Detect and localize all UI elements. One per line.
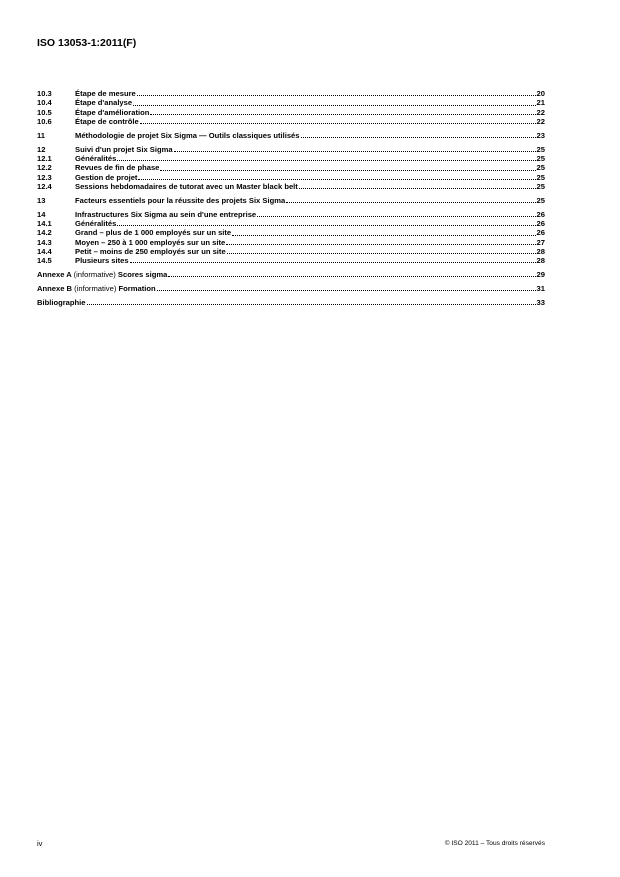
toc-entry-title: Généralités (75, 218, 117, 228)
toc-entry-page: 28 (536, 246, 545, 256)
annex-kind: (informative) (73, 270, 116, 280)
toc-leader-dots (117, 224, 535, 226)
toc-entry-number: 12.4 (37, 181, 52, 191)
toc-entry-number: 13 (37, 195, 46, 205)
toc-entry-title: Suivi d'un projet Six Sigma (75, 144, 173, 154)
annex-title: Scores sigma (117, 270, 168, 280)
annex-kind: (informative) (74, 283, 117, 293)
toc-entry-page: 31 (536, 283, 545, 293)
toc-entry-12-2[interactable] (37, 163, 545, 172)
toc-entry-14-3[interactable] (37, 238, 545, 247)
toc-entry-12-3[interactable] (37, 173, 545, 182)
toc-entry-number: 11 (37, 130, 46, 140)
toc-leader-dots (299, 187, 536, 189)
toc-entry-page: 25 (536, 153, 545, 163)
toc-leader-dots (301, 136, 536, 138)
toc-leader-dots (150, 113, 535, 115)
toc-entry-number: 14 (37, 209, 46, 219)
toc-entry-14-5[interactable] (37, 256, 545, 265)
toc-annex-b[interactable] (37, 284, 545, 293)
toc-entry-number: 10.3 (37, 89, 52, 98)
toc-entry-number: 12.3 (37, 172, 52, 182)
toc-leader-dots (140, 122, 536, 124)
toc-entry-11[interactable] (37, 131, 545, 140)
toc-entry-page: 25 (536, 144, 545, 154)
toc-entry-10-4[interactable] (37, 98, 545, 107)
toc-entry-14-4[interactable] (37, 247, 545, 256)
toc-leader-dots (160, 169, 535, 171)
toc-entry-number: 14.5 (37, 256, 52, 266)
toc-entry-number: 14.3 (37, 237, 52, 247)
toc-leader-dots (286, 201, 535, 203)
toc-entry-page: 33 (536, 297, 545, 307)
toc-entry-title: Généralités (75, 153, 117, 163)
toc-entry-number: 14.4 (37, 246, 52, 256)
toc-entry-14-2[interactable] (37, 228, 545, 237)
toc-entry-number: 10.4 (37, 98, 52, 108)
toc-entry-title: Grand – plus de 1 000 employés sur un site (75, 228, 232, 238)
toc-entry-12[interactable] (37, 145, 545, 154)
toc-leader-dots (232, 234, 535, 236)
toc-entry-10-3[interactable] (37, 89, 545, 98)
toc-entry-page: 26 (536, 209, 545, 219)
toc-entry-number: 14.1 (37, 218, 52, 228)
toc-entry-12-4[interactable] (37, 182, 545, 191)
toc-entry-number: 10.6 (37, 116, 52, 126)
toc-entry-title: Gestion de projet (75, 172, 138, 182)
toc-entry-page: 28 (536, 256, 545, 266)
toc-entry-title: Revues de fin de phase (75, 163, 160, 173)
toc-entry-10-5[interactable] (37, 108, 545, 117)
footer-copyright: © ISO 2011 – Tous droits réservés (444, 840, 545, 847)
toc-entry-title: Étape d'analyse (75, 98, 133, 108)
annex-label: Annexe A (37, 270, 72, 280)
toc-entry-number: 12.2 (37, 163, 52, 173)
toc-entry-14[interactable] (37, 210, 545, 219)
toc-leader-dots (130, 261, 536, 263)
toc-entry-number: 10.5 (37, 107, 52, 117)
toc-entry-title: Infrastructures Six Sigma au sein d'une entreprise (75, 209, 257, 219)
toc-bibliography[interactable] (37, 298, 545, 307)
toc-entry-title: Sessions hebdomadaires de tutorat avec un Master black belt (75, 181, 298, 191)
toc-entry-page: 22 (536, 107, 545, 117)
toc-leader-dots (157, 289, 536, 291)
toc-leader-dots (87, 303, 536, 305)
toc-entry-page: 26 (536, 218, 545, 228)
toc-leader-dots (227, 252, 536, 254)
toc-entry-14-1[interactable] (37, 219, 545, 228)
toc-entry-title: Étape de contrôle (75, 116, 139, 126)
toc-entry-10-6[interactable] (37, 117, 545, 126)
toc-annex-title (37, 284, 156, 293)
toc-annex-title (37, 270, 167, 279)
toc-entry-page: 20 (536, 89, 545, 98)
toc-entry-title: Méthodologie de projet Six Sigma — Outils classiques utilisés (75, 130, 300, 140)
toc-entry-page: 25 (536, 163, 545, 173)
toc-leader-dots (138, 178, 535, 180)
toc-annex-a[interactable] (37, 270, 545, 279)
toc-entry-title: Petit – moins de 250 employés sur un site (75, 246, 226, 256)
annex-label: Annexe B (37, 283, 73, 293)
toc-leader-dots (257, 215, 535, 217)
toc-entry-number: 12 (37, 144, 46, 154)
toc-leader-dots (168, 275, 535, 277)
toc-entry-title: Moyen – 250 à 1 000 employés sur un site (75, 237, 226, 247)
toc-bibliography-title: Bibliographie (37, 297, 86, 307)
toc-entry-page: 27 (536, 237, 545, 247)
toc-entry-page: 25 (536, 195, 545, 205)
toc-entry-title: Plusieurs sites (75, 256, 129, 266)
toc-leader-dots (174, 150, 536, 152)
toc-entry-12-1[interactable] (37, 154, 545, 163)
document-header-title: ISO 13053-1:2011(F) (37, 37, 137, 49)
toc-entry-title: Étape de mesure (75, 89, 136, 98)
toc-entry-page: 21 (536, 98, 545, 108)
toc-entry-title: Étape d'amélioration (75, 107, 150, 117)
footer-page-number: iv (37, 839, 43, 848)
toc-entry-number: 14.2 (37, 228, 52, 238)
toc-entry-page: 26 (536, 228, 545, 238)
toc-leader-dots (133, 104, 535, 106)
toc-entry-title: Facteurs essentiels pour la réussite des projets Six Sigma (75, 195, 286, 205)
toc-entry-page: 23 (536, 130, 545, 140)
toc-leader-dots (226, 243, 535, 245)
toc-entry-page: 22 (536, 116, 545, 126)
toc-entry-page: 25 (536, 181, 545, 191)
toc-entry-number: 12.1 (37, 153, 52, 163)
toc-entry-page: 29 (536, 270, 545, 280)
table-of-contents (37, 89, 545, 307)
toc-leader-dots (117, 159, 535, 161)
toc-entry-page: 25 (536, 172, 545, 182)
annex-title: Formation (118, 283, 156, 293)
toc-leader-dots (137, 94, 536, 96)
toc-entry-13[interactable] (37, 196, 545, 205)
